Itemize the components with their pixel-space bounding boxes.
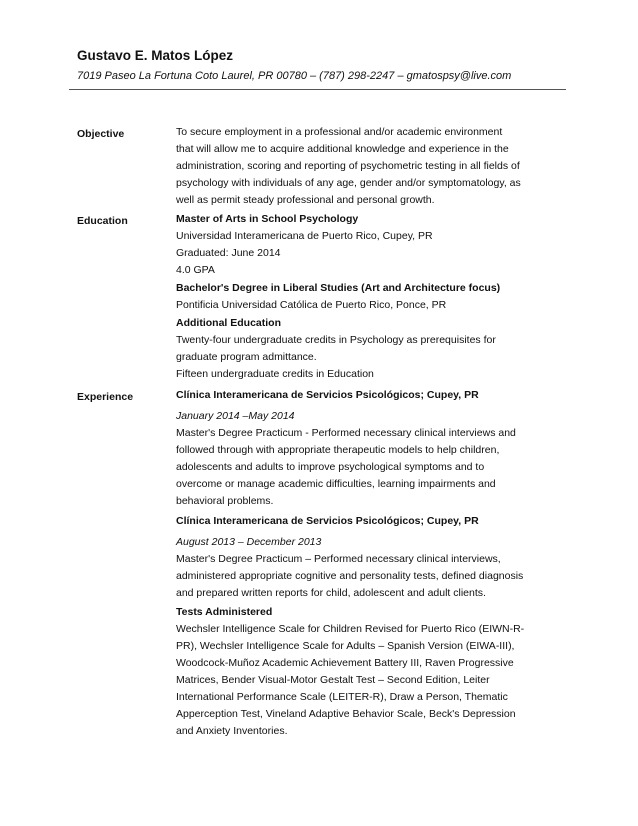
objective-line: that will allow me to acquire additional knowledge and experience in the xyxy=(176,143,509,155)
masters-title: Master of Arts in School Psychology xyxy=(176,213,359,225)
tests-line: International Performance Scale (LEITER-R), Draw a Person, Thematic xyxy=(176,691,508,703)
job-title: Clínica Interamericana de Servicios Psicológicos; Cupey, PR xyxy=(176,389,479,401)
additional-education-block xyxy=(176,315,576,383)
contact-line: 7019 Paseo La Fortuna Coto Laurel, PR 00780 – (787) 298-2247 – gmatospsy@live.com xyxy=(77,70,512,82)
tests-block xyxy=(176,604,576,740)
additional-education-line: graduate program admittance. xyxy=(176,351,317,363)
job-dates: August 2013 – December 2013 xyxy=(176,536,322,548)
objective-text xyxy=(176,124,576,209)
masters-block xyxy=(176,211,576,279)
resume-name: Gustavo E. Matos López xyxy=(77,48,234,63)
job-block xyxy=(176,408,576,510)
objective-line: well as permit steady professional and personal growth. xyxy=(176,194,435,206)
tests-line: Wechsler Intelligence Scale for Children Revised for Puerto Rico (EIWN-R- xyxy=(176,623,525,635)
additional-education-line: Fifteen undergraduate credits in Education xyxy=(176,368,374,380)
tests-line: Woodcock-Muñoz Academic Achievement Battery III, Raven Progressive xyxy=(176,657,514,669)
tests-line: Apperception Test, Vineland Adaptive Behavior Scale, Beck's Depression xyxy=(176,708,516,720)
masters-line: Universidad Interamericana de Puerto Rico, Cupey, PR xyxy=(176,230,433,242)
header-divider xyxy=(69,89,566,90)
education-label: Education xyxy=(77,215,128,227)
experience-label: Experience xyxy=(77,391,134,403)
job-dates: January 2014 –May 2014 xyxy=(176,410,295,422)
bachelors-line: Pontificia Universidad Católica de Puerto Rico, Ponce, PR xyxy=(176,299,447,311)
job-line: overcome or manage academic difficulties, learning impairments and xyxy=(176,478,496,490)
job-line: Master's Degree Practicum - Performed necessary clinical interviews and xyxy=(176,427,516,439)
tests-line: and Anxiety Inventories. xyxy=(176,725,288,737)
objective-line: administration, scoring and reporting of psychometric testing in all fields of xyxy=(176,160,520,172)
job-line: adolescents and adults to improve psychological symptoms and to xyxy=(176,461,485,473)
job-line: and prepared written reports for child, adolescent and adult clients. xyxy=(176,587,486,599)
tests-line: Matrices, Bender Visual-Motor Gestalt Test – Second Edition, Leiter xyxy=(176,674,490,686)
objective-line: psychology with individuals of any age, gender and/or symptomatology, as xyxy=(176,177,521,189)
tests-line: PR), Wechsler Intelligence Scale for Adults – Spanish Version (EIWA-III), xyxy=(176,640,515,652)
objective-line: To secure employment in a professional and/or academic environment xyxy=(176,126,503,138)
additional-education-title: Additional Education xyxy=(176,317,281,329)
job-line: Master's Degree Practicum – Performed necessary clinical interviews, xyxy=(176,553,501,565)
objective-label: Objective xyxy=(77,128,125,140)
tests-title: Tests Administered xyxy=(176,606,273,618)
bachelors-title: Bachelor's Degree in Liberal Studies (Art and Architecture focus) xyxy=(176,282,501,294)
masters-line: Graduated: June 2014 xyxy=(176,247,281,259)
bachelors-block xyxy=(176,280,576,314)
additional-education-line: Twenty-four undergraduate credits in Psychology as prerequisites for xyxy=(176,334,496,346)
job-line: behavioral problems. xyxy=(176,495,274,507)
masters-line: 4.0 GPA xyxy=(176,264,215,276)
job-block xyxy=(176,534,576,602)
job-line: followed through with appropriate therapeutic models to help children, xyxy=(176,444,500,456)
job-line: administered appropriate cognitive and personality tests, defined diagnosis xyxy=(176,570,524,582)
job-title: Clínica Interamericana de Servicios Psicológicos; Cupey, PR xyxy=(176,515,479,527)
